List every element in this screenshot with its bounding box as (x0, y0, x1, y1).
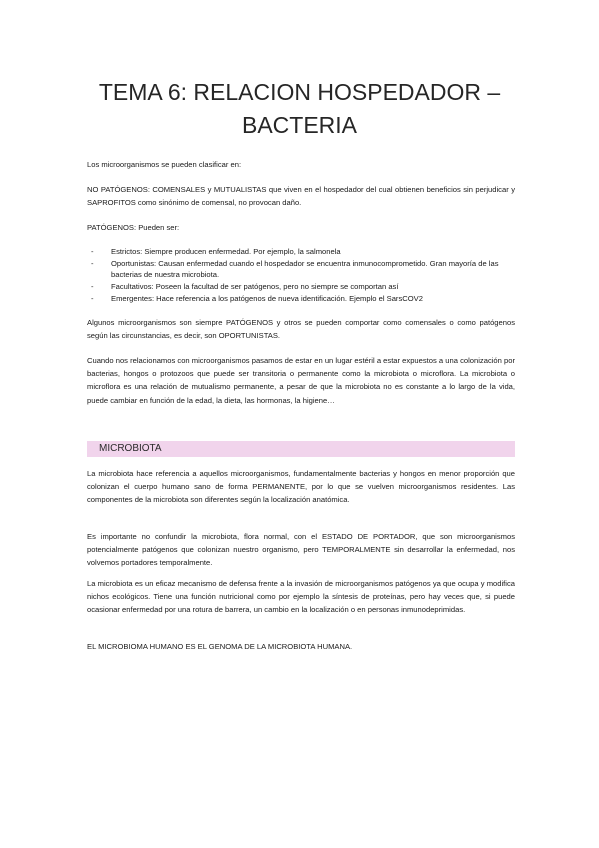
list-marker: - (91, 293, 94, 303)
oportunistas-paragraph: Algunos microorganismos son siempre PATÓGENOS y otros se pueden comportar como comensales o como patógenos según las circunstancias, es decir, son OPORTUNISTAS. (87, 318, 515, 341)
no-patogenos-paragraph: NO PATÓGENOS: COMENSALES y MUTUALISTAS que viven en el hospedador del cual obtienen beneficios sin perjudicar y SAPROFITOS como sinónimo de comensal, no provocan daño. (87, 185, 515, 208)
list-item-facultativos (87, 281, 515, 293)
relacion-paragraph: Cuando nos relacionamos con microorganismos pasamos de estar en un lugar estéril a estar expuestos a una colonización por bacterias, hongos o protozoos que puede ser transitoria o permanente como la microbiota o microflora. La microbiota o microflora es una relación de mutualismo permanente, a pesar de que la microbiota no es constante a lo largo de la vida, puede cambiar en función de la edad, la dieta, las hormonas, la higiene… (87, 356, 515, 405)
list-item-text: Estrictos: Siempre producen enfermedad. Por ejemplo, la salmonela (111, 247, 341, 256)
list-item-text: Facultativos: Poseen la facultad de ser patógenos, pero no siempre se comportan así (111, 282, 399, 292)
list-item-oportunistas (87, 258, 515, 281)
list-item-text: Emergentes: Hace referencia a los patógenos de nueva identificación. Ejemplo el SarsCOV2 (111, 293, 423, 303)
intro-text: Los microorganismos se pueden clasificar en: (87, 160, 242, 169)
list-marker: - (91, 247, 94, 256)
patogenos-intro: PATÓGENOS: Pueden ser: (87, 223, 180, 232)
list-marker: - (91, 282, 94, 292)
microbioma-statement: EL MICROBIOMA HUMANO ES EL GENOMA DE LA MICROBIOTA HUMANA. (87, 642, 353, 651)
section-heading-bar (87, 441, 515, 457)
list-item-text: Oportunistas: Causan enfermedad cuando el hospedador se encuentra inmunocomprometido. Gran mayoría de las bacterias de nuestra microbiota. (111, 258, 499, 280)
list-item-estrictos (87, 246, 515, 258)
microbiota-paragraph-3: La microbiota es un eficaz mecanismo de defensa frente a la invasión de microorganismos patógenos ya que ocupa y modifica nichos ecológicos. Tiene una función nutricional como por ejemplo la síntesis de proteínas, pero hay veces que, si puede ocasionar enfermedad por una rotura de barrera, un cambio en la localización o en personas inmunodeprimidas. (87, 579, 515, 615)
page-title: TEMA 6: RELACION HOSPEDADOR – BACTERIA (98, 79, 501, 138)
patogenos-list (87, 246, 515, 305)
microbiota-paragraph-2: Es importante no confundir la microbiota, flora normal, con el ESTADO DE PORTADOR, que son microorganismos potencialmente patógenos que colonizan nuestro organismo, pero TEMPORALMENTE sin desarrollar la enfermedad, nos volvemos portadores temporalmente. (87, 532, 515, 568)
list-marker: - (91, 258, 94, 268)
list-item-emergentes (87, 293, 515, 305)
section-heading: MICROBIOTA (99, 443, 162, 454)
microbiota-paragraph-1: La microbiota hace referencia a aquellos microorganismos, fundamentalmente bacterias y hongos en menor proporción que colonizan el cuerpo humano sano de forma PERMANENTE, por lo que se vuelven microorganismos residentes. Las componentes de la microbiota son diferentes según la localización anatómica. (87, 469, 515, 505)
